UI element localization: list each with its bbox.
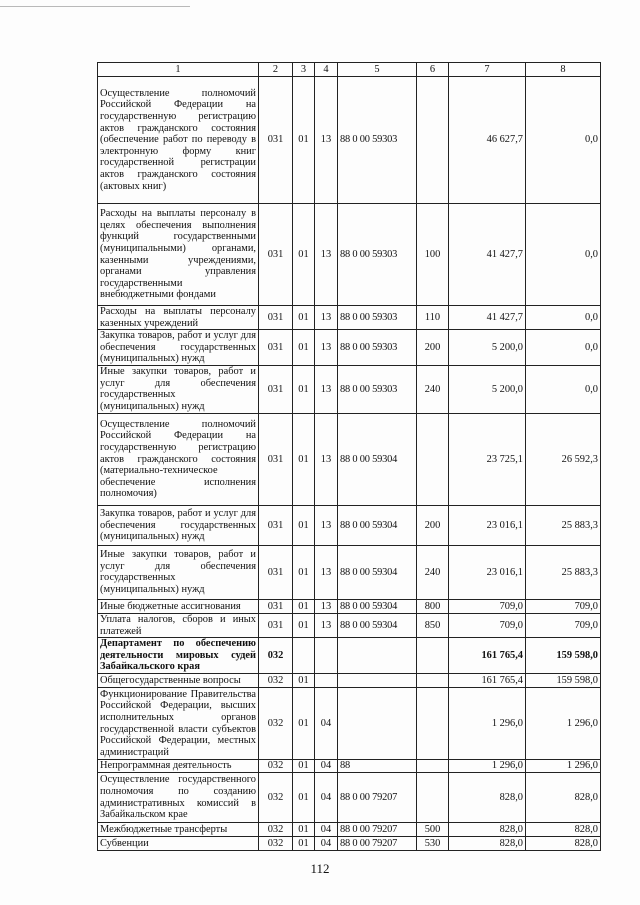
item-name-cell: Непрограммная деятельность [98,760,259,773]
expense-type-cell: 850 [417,613,449,637]
table-row [98,413,601,505]
table-row [98,823,601,837]
amount-year2-cell: 1 296,0 [526,760,601,773]
item-name-cell: Расходы на выплаты персоналу казенных учреждений [98,306,259,330]
amount-year2-cell: 159 598,0 [526,674,601,688]
item-name-cell: Иные закупки товаров, работ и услуг для обеспечения государственных (муниципальных) нужд [98,545,259,599]
section-code-cell: 01 [293,773,315,823]
amount-year1-cell: 709,0 [449,613,526,637]
subsection-code-cell: 13 [315,599,338,613]
subsection-code-cell: 13 [315,413,338,505]
amount-year1-cell: 161 765,4 [449,638,526,674]
header-cell: 6 [417,63,449,77]
ministry-code-cell: 032 [259,674,293,688]
item-name-cell: Закупка товаров, работ и услуг для обеспечения государственных (муниципальных) нужд [98,505,259,545]
amount-year1-cell: 41 427,7 [449,204,526,306]
target-article-cell [338,638,417,674]
item-name-cell: Осуществление полномочий Российской Федерации на государственную регистрацию актов гражданского состояния (материально-техническое обеспечение исполнения полномочия) [98,413,259,505]
expense-type-cell [417,688,449,760]
subsection-code-cell [315,638,338,674]
header-cell: 5 [338,63,417,77]
section-code-cell: 01 [293,413,315,505]
target-article-cell: 88 0 00 59303 [338,77,417,204]
amount-year2-cell: 828,0 [526,823,601,837]
ministry-code-cell: 031 [259,306,293,330]
ministry-code-cell: 031 [259,505,293,545]
budget-table [97,62,601,851]
amount-year2-cell: 159 598,0 [526,638,601,674]
target-article-cell [338,688,417,760]
expense-type-cell [417,760,449,773]
scan-edge-mark [0,0,190,7]
ministry-code-cell: 031 [259,545,293,599]
section-code-cell: 01 [293,760,315,773]
table-row [98,760,601,773]
amount-year1-cell: 828,0 [449,837,526,851]
item-name-cell: Межбюджетные трансферты [98,823,259,837]
item-name-cell: Закупка товаров, работ и услуг для обеспечения государственных (муниципальных) нужд [98,330,259,366]
table-row [98,674,601,688]
ministry-code-cell: 031 [259,330,293,366]
expense-type-cell: 200 [417,330,449,366]
subsection-code-cell: 13 [315,306,338,330]
section-code-cell: 01 [293,837,315,851]
table-row [98,688,601,760]
amount-year1-cell: 828,0 [449,773,526,823]
item-name-cell: Иные закупки товаров, работ и услуг для обеспечения государственных (муниципальных) нужд [98,365,259,413]
target-article-cell: 88 0 00 59303 [338,365,417,413]
table-row [98,773,601,823]
table-row [98,613,601,637]
target-article-cell: 88 0 00 59304 [338,545,417,599]
subsection-code-cell: 04 [315,823,338,837]
amount-year1-cell: 5 200,0 [449,330,526,366]
item-name-cell: Осуществление государственного полномочия по созданию административных комиссий в Забайкальском крае [98,773,259,823]
ministry-code-cell: 031 [259,204,293,306]
subsection-code-cell: 13 [315,613,338,637]
amount-year2-cell: 0,0 [526,204,601,306]
ministry-code-cell: 032 [259,638,293,674]
item-name-cell: Департамент по обеспечению деятельности мировых судей Забайкальского края [98,638,259,674]
ministry-code-cell: 032 [259,837,293,851]
table-row [98,505,601,545]
amount-year2-cell: 25 883,3 [526,505,601,545]
ministry-code-cell: 031 [259,613,293,637]
expense-type-cell [417,413,449,505]
section-code-cell: 01 [293,545,315,599]
amount-year1-cell: 46 627,7 [449,77,526,204]
subsection-code-cell: 13 [315,330,338,366]
subsection-code-cell: 13 [315,77,338,204]
subsection-code-cell: 04 [315,837,338,851]
amount-year2-cell: 25 883,3 [526,545,601,599]
item-name-cell: Функционирование Правительства Российской Федерации, высших исполнительных органов государственной власти субъектов Российской Федерации, местных администраций [98,688,259,760]
expense-type-cell [417,773,449,823]
ministry-code-cell: 032 [259,760,293,773]
expense-type-cell: 100 [417,204,449,306]
subsection-code-cell: 04 [315,688,338,760]
table-row [98,365,601,413]
section-code-cell: 01 [293,823,315,837]
subsection-code-cell: 13 [315,545,338,599]
section-code-cell: 01 [293,365,315,413]
header-cell: 4 [315,63,338,77]
item-name-cell: Иные бюджетные ассигнования [98,599,259,613]
target-article-cell: 88 0 00 79207 [338,823,417,837]
target-article-cell: 88 0 00 59303 [338,330,417,366]
amount-year1-cell: 828,0 [449,823,526,837]
table-row [98,204,601,306]
item-name-cell: Расходы на выплаты персоналу в целях обеспечения выполнения функций государственными (муниципальными) органами, казенными учреждениями, органами управления государственными внебюджетными фондами [98,204,259,306]
ministry-code-cell: 032 [259,773,293,823]
section-code-cell: 01 [293,613,315,637]
amount-year1-cell: 23 725,1 [449,413,526,505]
amount-year1-cell: 1 296,0 [449,688,526,760]
target-article-cell: 88 0 00 59304 [338,613,417,637]
section-code-cell: 01 [293,306,315,330]
table-row [98,77,601,204]
expense-type-cell: 240 [417,545,449,599]
amount-year2-cell: 709,0 [526,613,601,637]
amount-year1-cell: 709,0 [449,599,526,613]
section-code-cell: 01 [293,204,315,306]
amount-year2-cell: 26 592,3 [526,413,601,505]
ministry-code-cell: 031 [259,365,293,413]
section-code-cell: 01 [293,505,315,545]
table-row [98,599,601,613]
target-article-cell: 88 0 00 59303 [338,204,417,306]
amount-year2-cell: 0,0 [526,365,601,413]
amount-year2-cell: 1 296,0 [526,688,601,760]
section-code-cell: 01 [293,674,315,688]
amount-year2-cell: 0,0 [526,306,601,330]
subsection-code-cell: 04 [315,773,338,823]
header-cell: 7 [449,63,526,77]
section-code-cell: 01 [293,77,315,204]
subsection-code-cell: 04 [315,760,338,773]
amount-year1-cell: 23 016,1 [449,545,526,599]
target-article-cell: 88 0 00 79207 [338,773,417,823]
header-cell: 3 [293,63,315,77]
expense-type-cell: 240 [417,365,449,413]
section-code-cell: 01 [293,688,315,760]
item-name-cell: Уплата налогов, сборов и иных платежей [98,613,259,637]
table-row [98,837,601,851]
target-article-cell: 88 0 00 59304 [338,413,417,505]
ministry-code-cell: 032 [259,823,293,837]
amount-year1-cell: 5 200,0 [449,365,526,413]
table-row [98,306,601,330]
target-article-cell: 88 0 00 59304 [338,599,417,613]
item-name-cell: Субвенции [98,837,259,851]
expense-type-cell: 800 [417,599,449,613]
expense-type-cell: 200 [417,505,449,545]
expense-type-cell [417,674,449,688]
amount-year1-cell: 23 016,1 [449,505,526,545]
header-row [98,63,601,77]
subsection-code-cell: 13 [315,365,338,413]
table-row [98,545,601,599]
amount-year1-cell: 1 296,0 [449,760,526,773]
ministry-code-cell: 032 [259,688,293,760]
subsection-code-cell: 13 [315,505,338,545]
ministry-code-cell: 031 [259,413,293,505]
section-code-cell: 01 [293,599,315,613]
header-cell: 8 [526,63,601,77]
item-name-cell: Осуществление полномочий Российской Федерации на государственную регистрацию актов гражданского состояния (обеспечение работ по переводу в электронную форму книг государственной регистрации актов гражданского состояния (актовых книг) [98,77,259,204]
expense-type-cell: 110 [417,306,449,330]
amount-year2-cell: 828,0 [526,773,601,823]
target-article-cell: 88 0 00 59304 [338,505,417,545]
header-cell: 2 [259,63,293,77]
expense-type-cell: 530 [417,837,449,851]
target-article-cell: 88 0 00 59303 [338,306,417,330]
amount-year2-cell: 828,0 [526,837,601,851]
subsection-code-cell [315,674,338,688]
target-article-cell [338,674,417,688]
ministry-code-cell: 031 [259,77,293,204]
ministry-code-cell: 031 [259,599,293,613]
amount-year2-cell: 709,0 [526,599,601,613]
target-article-cell: 88 [338,760,417,773]
section-code-cell [293,638,315,674]
subsection-code-cell: 13 [315,204,338,306]
expense-type-cell [417,77,449,204]
table-row [98,330,601,366]
amount-year1-cell: 161 765,4 [449,674,526,688]
amount-year2-cell: 0,0 [526,330,601,366]
target-article-cell: 88 0 00 79207 [338,837,417,851]
amount-year1-cell: 41 427,7 [449,306,526,330]
amount-year2-cell: 0,0 [526,77,601,204]
header-cell: 1 [98,63,259,77]
table-row [98,638,601,674]
expense-type-cell: 500 [417,823,449,837]
item-name-cell: Общегосударственные вопросы [98,674,259,688]
page-number: 112 [310,861,330,876]
expense-type-cell [417,638,449,674]
section-code-cell: 01 [293,330,315,366]
